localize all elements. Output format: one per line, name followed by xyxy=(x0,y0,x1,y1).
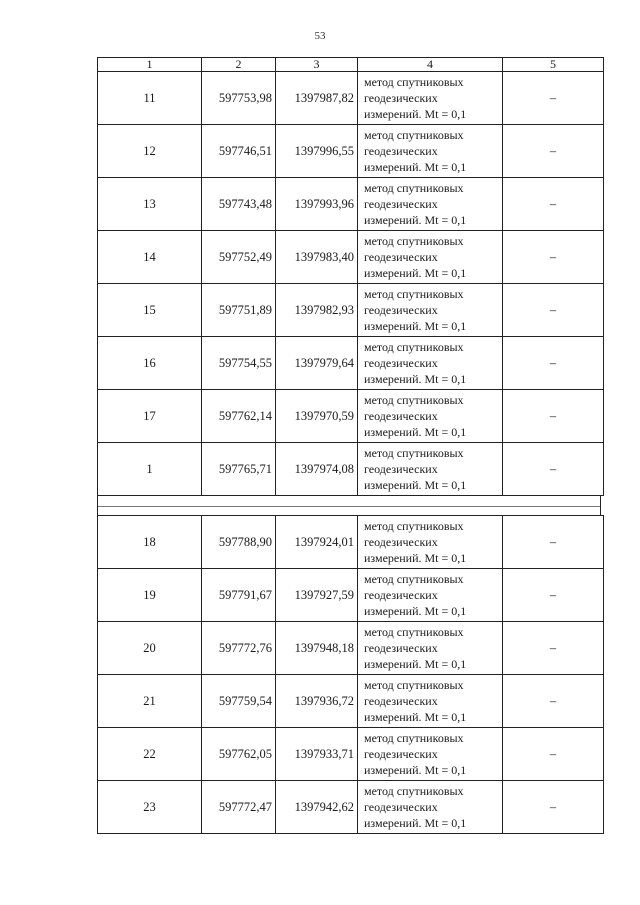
method-text-line: метод спутниковых xyxy=(364,625,464,639)
table-row xyxy=(98,622,604,675)
point-number-cell: 17 xyxy=(98,390,202,443)
method-text-line: геодезических xyxy=(364,462,438,476)
method-text-line: геодезических xyxy=(364,409,438,423)
section-separator xyxy=(97,496,601,515)
method-cell xyxy=(358,443,503,496)
point-number-cell: 12 xyxy=(98,125,202,178)
description-cell: – xyxy=(503,390,604,443)
y-coordinate-cell: 1397983,40 xyxy=(276,231,358,284)
method-cell xyxy=(358,231,503,284)
method-text-line: метод спутниковых xyxy=(364,784,464,798)
method-text-line: геодезических xyxy=(364,694,438,708)
point-number-cell: 21 xyxy=(98,675,202,728)
method-text-line: геодезических xyxy=(364,800,438,814)
point-number-cell: 11 xyxy=(98,72,202,125)
description-cell: – xyxy=(503,675,604,728)
description-cell: – xyxy=(503,728,604,781)
method-cell xyxy=(358,781,503,834)
table-row xyxy=(98,231,604,284)
x-coordinate-cell: 597772,76 xyxy=(202,622,276,675)
point-number-cell: 16 xyxy=(98,337,202,390)
description-cell: – xyxy=(503,284,604,337)
y-coordinate-cell: 1397936,72 xyxy=(276,675,358,728)
coordinates-table-continued xyxy=(97,515,604,834)
method-cell xyxy=(358,337,503,390)
method-text-line: метод спутниковых xyxy=(364,181,464,195)
table-row xyxy=(98,728,604,781)
x-coordinate-cell: 597759,54 xyxy=(202,675,276,728)
header-cell-4: 4 xyxy=(358,58,503,72)
description-cell: – xyxy=(503,569,604,622)
method-text-line: геодезических xyxy=(364,250,438,264)
header-cell-2: 2 xyxy=(202,58,276,72)
method-text-line: метод спутниковых xyxy=(364,446,464,460)
x-coordinate-cell: 597765,71 xyxy=(202,443,276,496)
x-coordinate-cell: 597762,05 xyxy=(202,728,276,781)
table-row xyxy=(98,337,604,390)
method-text-line: метод спутниковых xyxy=(364,340,464,354)
point-number-cell: 1 xyxy=(98,443,202,496)
point-number-cell: 19 xyxy=(98,569,202,622)
method-text-line: геодезических xyxy=(364,588,438,602)
point-number-cell: 14 xyxy=(98,231,202,284)
table-row xyxy=(98,569,604,622)
point-number-cell: 13 xyxy=(98,178,202,231)
y-coordinate-cell: 1397974,08 xyxy=(276,443,358,496)
method-text-line: измерений. Mt = 0,1 xyxy=(364,319,467,333)
method-cell xyxy=(358,728,503,781)
description-cell: – xyxy=(503,178,604,231)
separator-line xyxy=(98,506,600,507)
method-text-line: измерений. Mt = 0,1 xyxy=(364,107,467,121)
description-cell: – xyxy=(503,516,604,569)
header-cell-1: 1 xyxy=(98,58,202,72)
y-coordinate-cell: 1397948,18 xyxy=(276,622,358,675)
method-text-line: метод спутниковых xyxy=(364,519,464,533)
y-coordinate-cell: 1397982,93 xyxy=(276,284,358,337)
coordinates-table-body xyxy=(98,58,604,496)
table-row xyxy=(98,443,604,496)
method-text-line: метод спутниковых xyxy=(364,128,464,142)
x-coordinate-cell: 597762,14 xyxy=(202,390,276,443)
method-text-line: геодезических xyxy=(364,747,438,761)
point-number-cell: 22 xyxy=(98,728,202,781)
method-text-line: измерений. Mt = 0,1 xyxy=(364,266,467,280)
method-text-line: геодезических xyxy=(364,197,438,211)
description-cell: – xyxy=(503,72,604,125)
description-cell: – xyxy=(503,231,604,284)
method-text-line: измерений. Mt = 0,1 xyxy=(364,604,467,618)
x-coordinate-cell: 597788,90 xyxy=(202,516,276,569)
page-number: 53 xyxy=(314,30,326,42)
x-coordinate-cell: 597746,51 xyxy=(202,125,276,178)
table-row xyxy=(98,675,604,728)
table-row xyxy=(98,284,604,337)
description-cell: – xyxy=(503,781,604,834)
method-text-line: измерений. Mt = 0,1 xyxy=(364,478,467,492)
method-text-line: измерений. Mt = 0,1 xyxy=(364,763,467,777)
table-row xyxy=(98,390,604,443)
header-cell-3: 3 xyxy=(276,58,358,72)
y-coordinate-cell: 1397993,96 xyxy=(276,178,358,231)
method-text-line: метод спутниковых xyxy=(364,75,464,89)
method-text-line: измерений. Mt = 0,1 xyxy=(364,213,467,227)
x-coordinate-cell: 597752,49 xyxy=(202,231,276,284)
method-cell xyxy=(358,675,503,728)
table-row xyxy=(98,72,604,125)
y-coordinate-cell: 1397996,55 xyxy=(276,125,358,178)
method-cell xyxy=(358,125,503,178)
method-text-line: геодезических xyxy=(364,641,438,655)
method-text-line: метод спутниковых xyxy=(364,287,464,301)
header-row xyxy=(98,58,604,72)
description-cell: – xyxy=(503,125,604,178)
y-coordinate-cell: 1397933,71 xyxy=(276,728,358,781)
x-coordinate-cell: 597751,89 xyxy=(202,284,276,337)
method-text-line: метод спутниковых xyxy=(364,393,464,407)
method-text-line: метод спутниковых xyxy=(364,234,464,248)
method-text-line: измерений. Mt = 0,1 xyxy=(364,657,467,671)
y-coordinate-cell: 1397927,59 xyxy=(276,569,358,622)
method-text-line: измерений. Mt = 0,1 xyxy=(364,425,467,439)
table-row xyxy=(98,781,604,834)
method-text-line: геодезических xyxy=(364,91,438,105)
method-cell xyxy=(358,390,503,443)
method-text-line: метод спутниковых xyxy=(364,572,464,586)
x-coordinate-cell: 597743,48 xyxy=(202,178,276,231)
x-coordinate-cell: 597753,98 xyxy=(202,72,276,125)
method-text-line: геодезических xyxy=(364,144,438,158)
method-text-line: измерений. Mt = 0,1 xyxy=(364,710,467,724)
method-text-line: геодезических xyxy=(364,303,438,317)
y-coordinate-cell: 1397970,59 xyxy=(276,390,358,443)
point-number-cell: 20 xyxy=(98,622,202,675)
table-row xyxy=(98,178,604,231)
y-coordinate-cell: 1397987,82 xyxy=(276,72,358,125)
method-cell xyxy=(358,178,503,231)
method-cell xyxy=(358,284,503,337)
method-cell xyxy=(358,622,503,675)
description-cell: – xyxy=(503,443,604,496)
method-text-line: измерений. Mt = 0,1 xyxy=(364,551,467,565)
y-coordinate-cell: 1397942,62 xyxy=(276,781,358,834)
coordinates-table-continued-body xyxy=(98,516,604,834)
table-row xyxy=(98,516,604,569)
point-number-cell: 18 xyxy=(98,516,202,569)
method-text-line: геодезических xyxy=(364,535,438,549)
x-coordinate-cell: 597772,47 xyxy=(202,781,276,834)
method-text-line: измерений. Mt = 0,1 xyxy=(364,816,467,830)
method-text-line: измерений. Mt = 0,1 xyxy=(364,372,467,386)
description-cell: – xyxy=(503,622,604,675)
method-text-line: геодезических xyxy=(364,356,438,370)
method-cell xyxy=(358,516,503,569)
header-cell-5: 5 xyxy=(503,58,604,72)
method-cell xyxy=(358,72,503,125)
x-coordinate-cell: 597754,55 xyxy=(202,337,276,390)
y-coordinate-cell: 1397979,64 xyxy=(276,337,358,390)
point-number-cell: 15 xyxy=(98,284,202,337)
coordinates-table xyxy=(97,57,604,496)
y-coordinate-cell: 1397924,01 xyxy=(276,516,358,569)
description-cell: – xyxy=(503,337,604,390)
x-coordinate-cell: 597791,67 xyxy=(202,569,276,622)
point-number-cell: 23 xyxy=(98,781,202,834)
method-text-line: метод спутниковых xyxy=(364,731,464,745)
method-cell xyxy=(358,569,503,622)
table-row xyxy=(98,125,604,178)
method-text-line: метод спутниковых xyxy=(364,678,464,692)
method-text-line: измерений. Mt = 0,1 xyxy=(364,160,467,174)
